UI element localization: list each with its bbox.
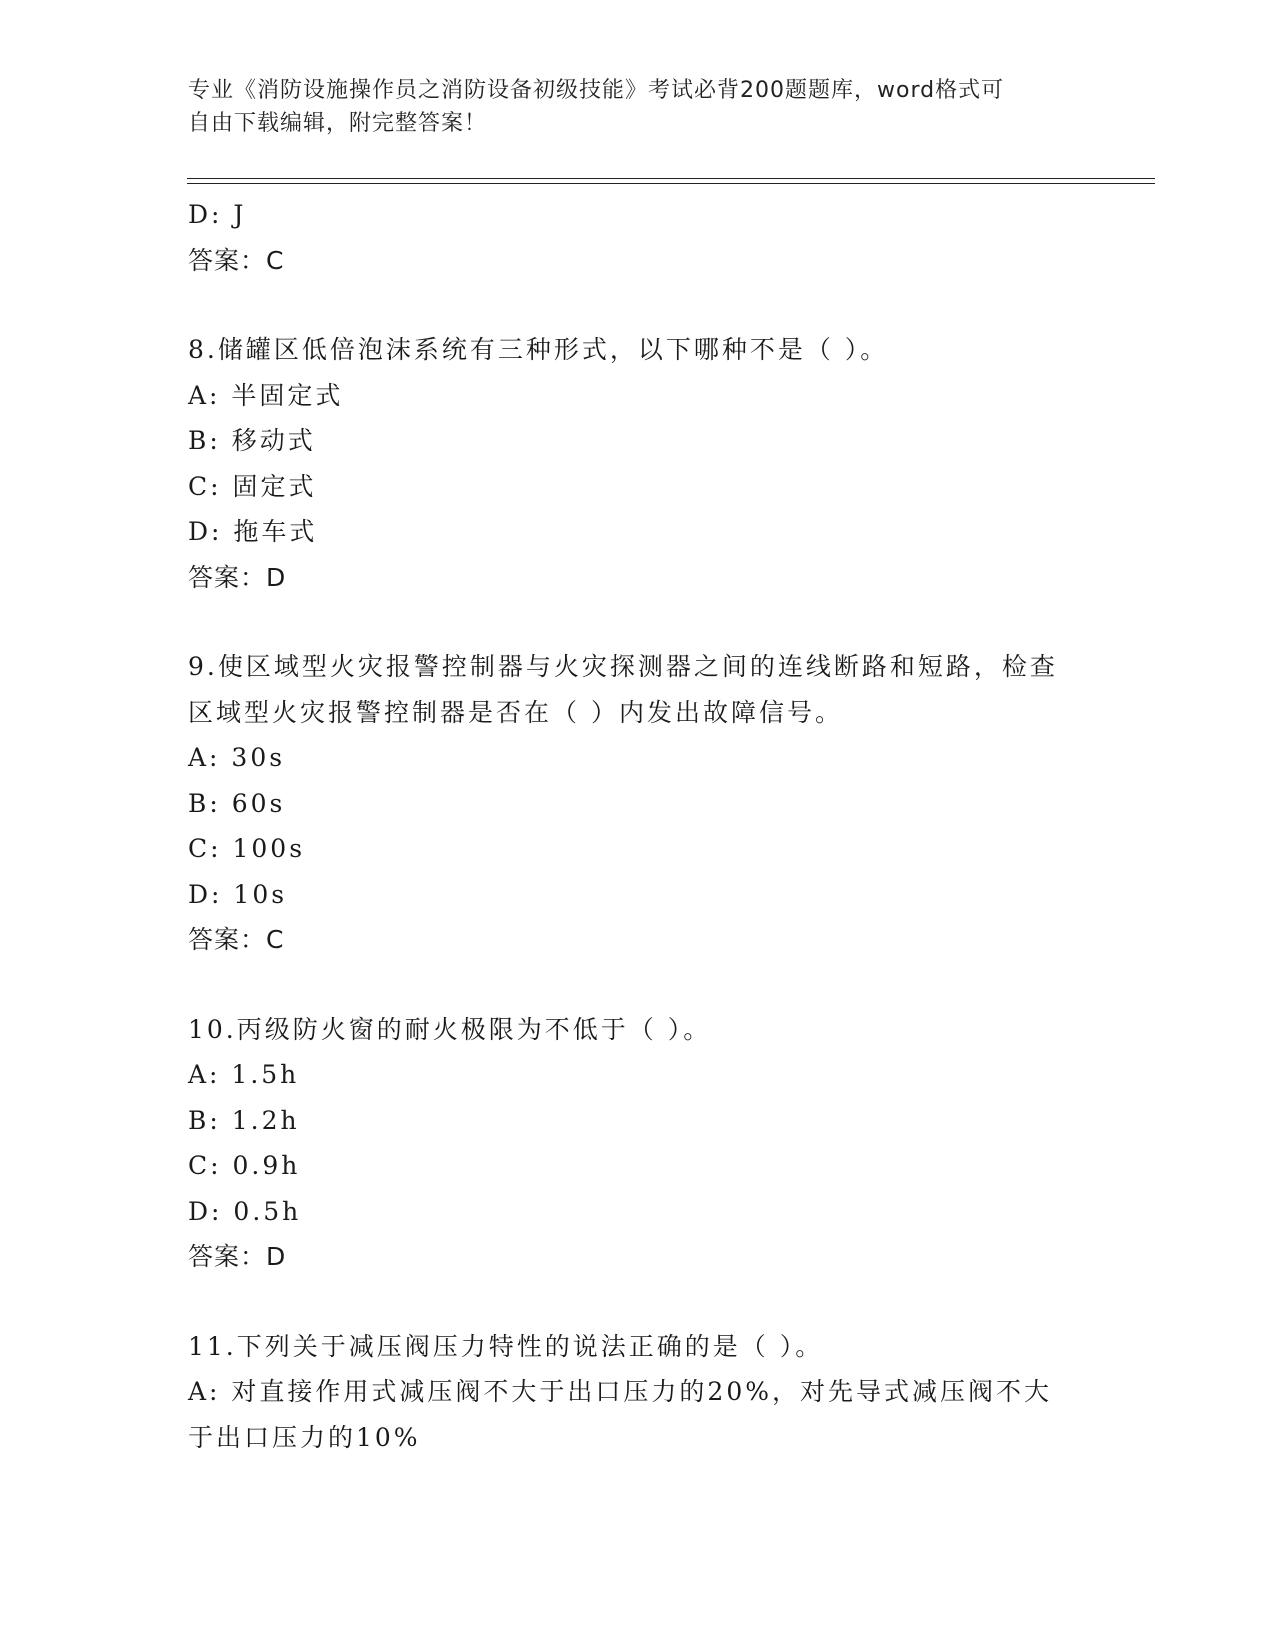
question-list bbox=[188, 192, 1068, 1460]
option-d: D: 拖车式 bbox=[188, 517, 318, 546]
option-c: C: 0.9h bbox=[188, 1151, 301, 1180]
header-line-2: 自由下载编辑，附完整答案！ bbox=[188, 111, 488, 136]
option-b: B: 移动式 bbox=[188, 426, 316, 455]
answer: 答案：D bbox=[188, 1242, 287, 1271]
option-b: B: 1.2h bbox=[188, 1105, 300, 1135]
question-stem: 8.储罐区低倍泡沫系统有三种形式，以下哪种不是（ ）。 bbox=[188, 335, 889, 364]
option-c: C: 固定式 bbox=[188, 471, 317, 501]
option-a: A: 半固定式 bbox=[188, 380, 344, 410]
option-d: D: 10s bbox=[188, 879, 288, 909]
answer: 答案：C bbox=[188, 925, 285, 954]
answer: 答案：C bbox=[188, 245, 285, 275]
question-stem: 11.下列关于减压阀压力特性的说法正确的是（ ）。 bbox=[188, 1331, 824, 1361]
option-a: A: 30s bbox=[188, 743, 286, 772]
option-c: C: 100s bbox=[188, 834, 306, 863]
question-stem: 9.使区域型火灾报警控制器与火灾探测器之间的连线断路和短路，检查区域型火灾报警控制器是否在（ ）内发出故障信号。 bbox=[188, 652, 1058, 727]
option-d: D: 0.5h bbox=[188, 1196, 302, 1226]
document-header bbox=[188, 74, 1068, 140]
option-a: A: 对直接作用式减压阀不大于出口压力的20%，对先导式减压阀不大于出口压力的10% bbox=[188, 1377, 1052, 1452]
header-divider-top bbox=[187, 178, 1155, 179]
option-d: D: J bbox=[188, 200, 247, 229]
option-b: B: 60s bbox=[188, 788, 286, 818]
header-divider-bottom bbox=[187, 183, 1155, 184]
option-a: A: 1.5h bbox=[188, 1060, 300, 1089]
question-stem: 10.丙级防火窗的耐火极限为不低于（ ）。 bbox=[188, 1014, 712, 1044]
header-line-1: 专业《消防设施操作员之消防设备初级技能》考试必背200题题库，word格式可 bbox=[188, 78, 1005, 103]
answer: 答案：D bbox=[188, 562, 287, 592]
